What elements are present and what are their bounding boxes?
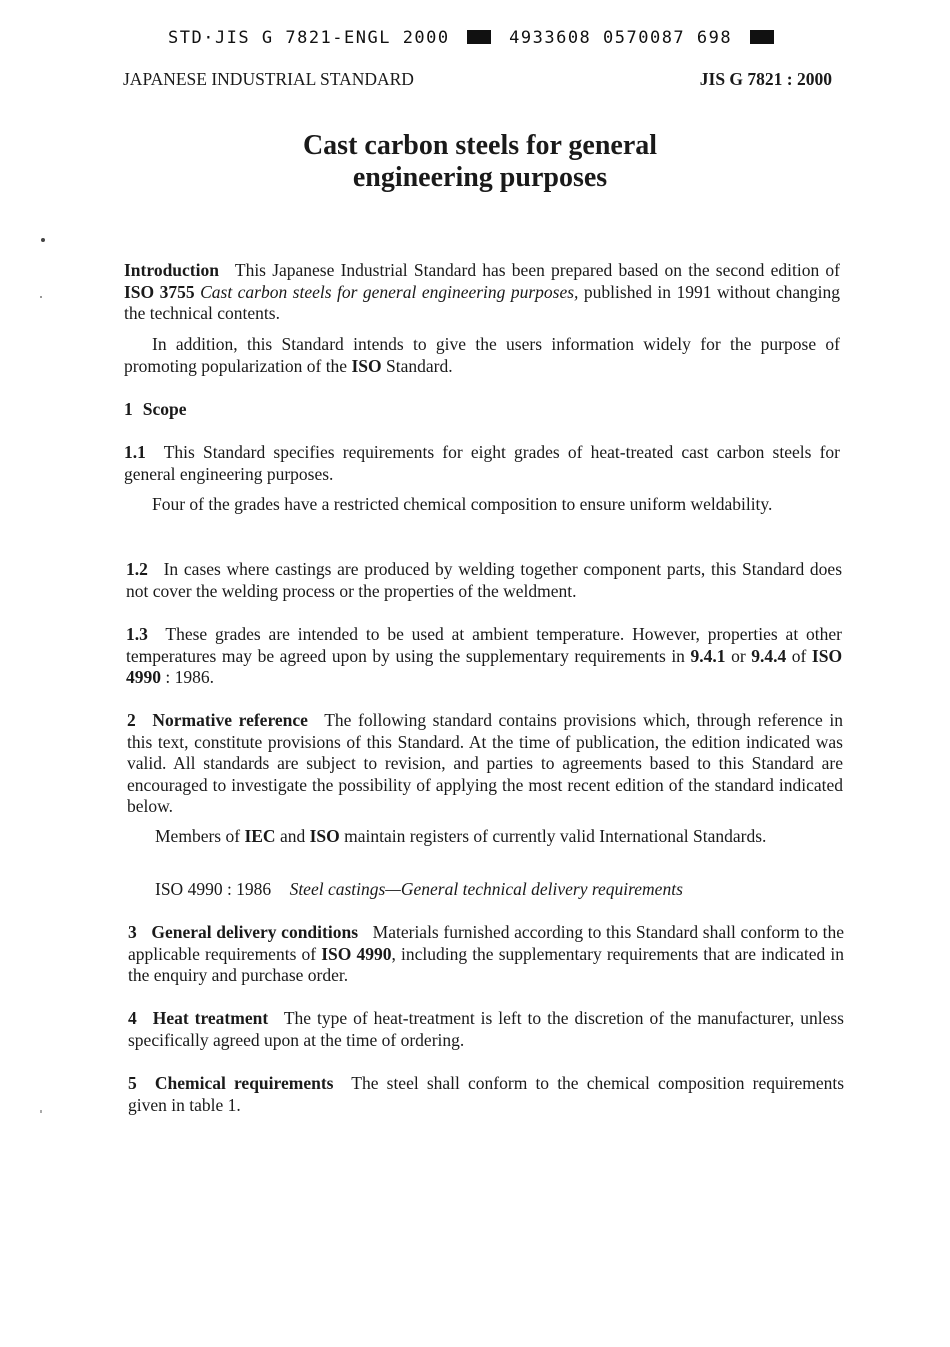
scan-speck [41, 238, 45, 242]
section-normative-reference: 2 Normative reference The following standard contains provisions which, through reference in this text, constitute provisions of this Standard. At the time of publication, the edition indicated was valid. All standards are subject to revision, and parties to agreements based to this Standard are encouraged to investigate the possibility of applying the most recent edition of the standard indicated below. [127, 710, 843, 816]
clause-1-1: 1.1 This Standard specifies requirements for eight grades of heat-treated cast carbon steels for general engineering purposes. [124, 442, 840, 484]
page-title [0, 130, 950, 194]
stamp-serial: 4933608 0570087 698 [509, 28, 733, 48]
intro-heading: Introduction [124, 260, 219, 280]
normative-registers-paragraph: Members of IEC and ISO maintain registers of currently valid International Standards. [155, 826, 767, 846]
document-stamp [168, 28, 780, 48]
reference-title: Steel castings—General technical delivery requirements [289, 879, 683, 899]
clause-1-1-continued: Four of the grades have a restricted chemical composition to ensure uniform weldability. [152, 494, 773, 514]
clause-1-3: 1.3 These grades are intended to be used at ambient temperature. However, properties at other temperatures may be agreed upon by using the supplementary requirements in 9.4.1 or 9.4.4 of ISO 4990 : 1986. [126, 624, 843, 687]
stamp-code: STD·JIS G 7821-ENGL 2000 [168, 28, 450, 48]
clause-1-2: 1.2 In cases where castings are produced by welding together component parts, this Standard does not cover the welding process or the properties of the weldment. [126, 559, 843, 601]
title-line-1: Cast carbon steels for general [302, 130, 658, 161]
header-standard-number: JIS G 7821 : 2000 [699, 69, 832, 89]
section-heat-treatment: 4 Heat treatment The type of heat-treatment is left to the discretion of the manufacturer, unless specifically agreed upon at the time of ordering. [128, 1008, 844, 1050]
stamp-block-mark [467, 30, 491, 44]
header-standard-label: JAPANESE INDUSTRIAL STANDARD [123, 69, 414, 89]
reference-code: ISO 4990 : 1986 [155, 879, 272, 899]
intro-paragraph-1: Introduction This Japanese Industrial Standard has been prepared based on the second edition of ISO 3755 Cast carbon steels for general engineering purposes, published in 1991 without changing the technical contents. [124, 260, 841, 323]
scan-speck [40, 296, 42, 298]
scan-speck [40, 1110, 42, 1113]
stamp-block-mark [750, 30, 774, 44]
section-chemical-requirements: 5 Chemical requirements The steel shall conform to the chemical composition requirements given in table 1. [128, 1073, 845, 1115]
section-heading-scope: 1 Scope [124, 399, 187, 419]
intro-paragraph-2: In addition, this Standard intends to give the users information widely for the purpose of promoting popularization of the ISO Standard. [124, 334, 840, 376]
section-general-delivery: 3 General delivery conditions Materials furnished according to this Standard shall conform to the applicable requirements of ISO 4990, including the supplementary requirements that are indicated in the enquiry and purchase order. [128, 922, 845, 985]
title-line-2: engineering purposes [352, 162, 608, 193]
normative-reference-entry [155, 879, 855, 901]
